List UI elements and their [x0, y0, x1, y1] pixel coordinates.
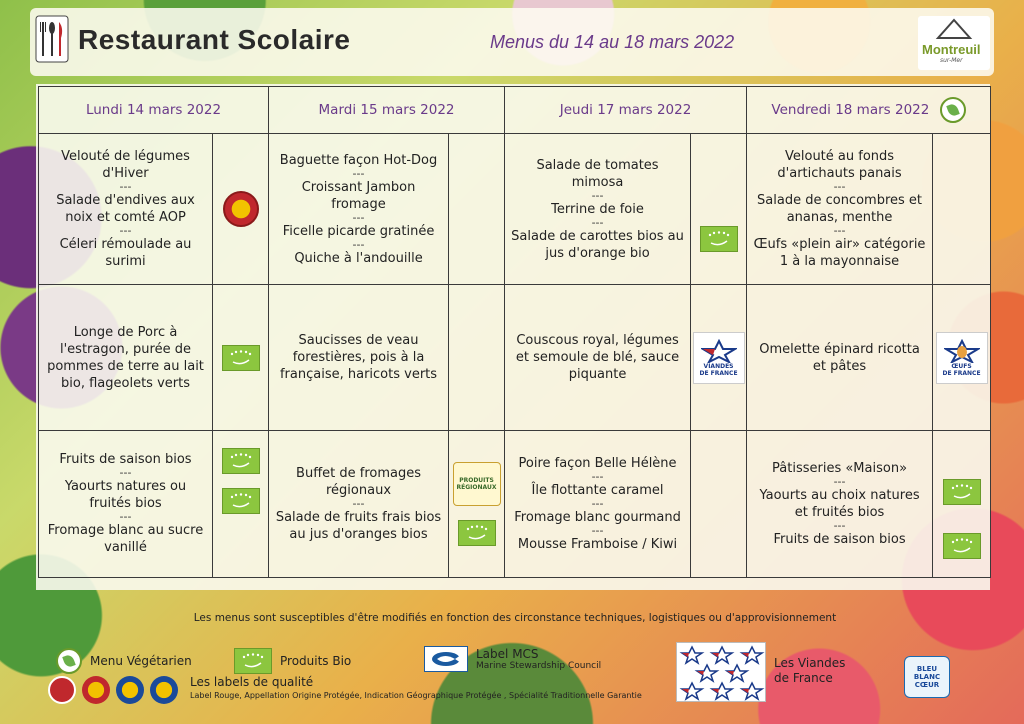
separator: --- [591, 496, 604, 510]
star-icon [701, 339, 737, 363]
day-header-vendredi [747, 87, 991, 134]
jeudi-starters [505, 134, 691, 285]
aop-icon [82, 676, 110, 704]
legend-vegetarian [56, 648, 192, 674]
label-rouge-icon [48, 676, 76, 704]
dish: Mousse Framboise / Kiwi [517, 536, 678, 552]
jeudi-desserts [505, 430, 691, 577]
separator: --- [352, 237, 365, 251]
bbc-line3: CŒUR [914, 681, 940, 689]
dish: Velouté de légumes d'Hiver [61, 149, 190, 182]
page-title: Restaurant Scolaire [78, 24, 351, 55]
dish: Salade d'endives aux noix et comté AOP [56, 193, 195, 226]
dish: Fruits de saison bios [773, 531, 906, 547]
bbc-line1: BLEU [916, 665, 938, 673]
viandes-de-france-stars-icon [677, 643, 767, 703]
dish: Pâtisseries «Maison» [772, 460, 908, 476]
mardi-starter-labels [449, 134, 505, 285]
legend-msc [424, 646, 601, 672]
dish: Fruits de saison bios [59, 452, 192, 468]
separator: --- [591, 469, 604, 483]
separator: --- [591, 523, 604, 537]
legend-quality-subtitle: Label Rouge, Appellation Origine Protégée, Indication Géographique Protégée , Spécialité Traditionnelle Garantie [190, 690, 642, 700]
separator: --- [591, 188, 604, 202]
dish: Salade de carottes bios au jus d'orange bio [511, 228, 684, 261]
dish: Salade de fruits frais bios au jus d'oranges bios [275, 509, 442, 542]
separator: --- [119, 224, 132, 238]
day-header-row [39, 87, 991, 134]
separator: --- [833, 224, 846, 238]
legend-vdf-line1: Les Viandes [774, 656, 846, 670]
dish: Céleri rémoulade au surimi [59, 237, 192, 270]
dish: Quiche à l'andouille [294, 250, 423, 266]
lundi-starter-labels [213, 134, 269, 285]
vendredi-main-labels [933, 285, 991, 430]
organic-label-icon [943, 533, 981, 559]
vendredi-desserts [747, 430, 933, 577]
vdf-label-line1: VIANDES [703, 362, 734, 370]
vendredi-main: Omelette épinard ricotta et pâtes [747, 285, 933, 430]
disclaimer-notice: Les menus sont susceptibles d'être modifiés en fonction des circonstance techniques, logistiques ou d'approvisionnement [193, 612, 837, 624]
legend-bio-text: Produits Bio [280, 654, 352, 668]
mardi-starters [269, 134, 449, 285]
dish: Baguette façon Hot-Dog [279, 152, 438, 168]
aop-label-icon [223, 191, 259, 227]
oeufs-de-france-label-icon [936, 332, 988, 384]
jeudi-main-labels [691, 285, 747, 430]
dish: Yaourts natures ou fruités bios [64, 479, 187, 512]
dish: Ficelle picarde gratinée [282, 223, 435, 239]
lundi-dessert-labels [213, 430, 269, 577]
organic-label-icon [700, 226, 738, 252]
organic-label-icon [222, 448, 260, 474]
day-header-mardi: Mardi 15 mars 2022 [269, 87, 505, 134]
separator: --- [833, 474, 846, 488]
separator: --- [833, 180, 846, 194]
stg-icon [150, 676, 178, 704]
dish: Croissant Jambon fromage [301, 179, 416, 212]
dish: Œufs «plein air» catégorie 1 à la mayonnaise [753, 237, 926, 270]
montreuil-logo [918, 16, 990, 70]
roof-icon [918, 16, 990, 44]
lundi-main-labels [213, 285, 269, 430]
logo-text: Montreuil [922, 42, 981, 57]
cutlery-icon [34, 14, 70, 64]
viandes-de-france-logos [676, 642, 766, 702]
lundi-starters [39, 134, 213, 285]
jeudi-main: Couscous royal, légumes et semoule de blé, sauce piquante [505, 285, 691, 430]
dessert-row [39, 430, 991, 577]
separator: --- [352, 210, 365, 224]
egg-star-icon [944, 339, 980, 363]
fish-icon [429, 650, 463, 668]
dish: Poire façon Belle Hélène [518, 455, 677, 471]
legend-vdf-line2: de France [774, 671, 833, 685]
vegetarian-badge-icon [56, 648, 82, 674]
starter-row [39, 134, 991, 285]
vdf-label-line2: DE FRANCE [699, 369, 738, 377]
organic-label-icon [222, 345, 260, 371]
vendredi-dessert-labels [933, 430, 991, 577]
oeufs-label-line2: DE FRANCE [942, 369, 981, 377]
mardi-main: Saucisses de veau forestières, pois à la française, haricots verts [269, 285, 449, 430]
logo-subtext: sur-Mer [940, 57, 963, 64]
separator: --- [119, 510, 132, 524]
legend-vegetarian-text: Menu Végétarien [90, 654, 192, 668]
dish: Yaourts au choix natures et fruités bios [759, 487, 920, 520]
legend-msc-title: Label MCS [476, 647, 539, 661]
organic-label-icon [222, 488, 260, 514]
lundi-desserts [39, 430, 213, 577]
mardi-desserts [269, 430, 449, 577]
organic-label-icon [458, 520, 496, 546]
legend-quality-labels [48, 676, 642, 704]
dish: Salade de concombres et ananas, menthe [757, 193, 923, 226]
vendredi-starter-labels [933, 134, 991, 285]
vegetarian-badge-icon [940, 97, 966, 123]
day-header-jeudi: Jeudi 17 mars 2022 [505, 87, 747, 134]
bbc-line2: BLANC [913, 673, 941, 681]
separator: --- [833, 518, 846, 532]
msc-label-icon [424, 646, 468, 672]
dish: Terrine de foie [551, 201, 644, 217]
legend-quality-title: Les labels de qualité [190, 674, 314, 689]
vendredi-starters [747, 134, 933, 285]
igp-icon [116, 676, 144, 704]
menu-date-range: Menus du 14 au 18 mars 2022 [490, 32, 735, 52]
organic-label-icon [234, 648, 272, 674]
separator: --- [119, 180, 132, 194]
mardi-dessert-labels [449, 430, 505, 577]
dish: Fromage blanc au sucre vanillé [47, 523, 204, 556]
jeudi-starter-labels [691, 134, 747, 285]
separator: --- [352, 496, 365, 510]
day-header-lundi: Lundi 14 mars 2022 [39, 87, 269, 134]
legend-viandes-de-france [774, 656, 845, 686]
bleu-blanc-coeur-logo [904, 656, 950, 698]
mardi-main-labels [449, 285, 505, 430]
dish: Fromage blanc gourmand [514, 509, 681, 525]
oeufs-label-line1: ŒUFS [951, 362, 972, 370]
jeudi-dessert-labels [691, 430, 747, 577]
separator: --- [591, 215, 604, 229]
separator: --- [352, 166, 365, 180]
dish: Buffet de fromages régionaux [296, 465, 421, 498]
lundi-main: Longe de Porc à l'estragon, purée de pommes de terre au lait bio, flageolets verts [39, 285, 213, 430]
menu-table [38, 86, 991, 578]
separator: --- [119, 466, 132, 480]
produits-regionaux-label-icon: PRODUITS RÉGIONAUX [453, 462, 501, 506]
day-header-vendredi-label: Vendredi 18 mars 2022 [771, 102, 930, 119]
dish: Île flottante caramel [531, 482, 664, 498]
legend-bio [234, 648, 351, 674]
dish: Salade de tomates mimosa [536, 157, 659, 190]
legend-msc-subtitle: Marine Stewardship Council [476, 661, 602, 671]
viandes-de-france-label-icon [693, 332, 745, 384]
dish: Velouté au fonds d'artichauts panais [777, 149, 902, 182]
organic-label-icon [943, 479, 981, 505]
main-course-row [39, 285, 991, 430]
